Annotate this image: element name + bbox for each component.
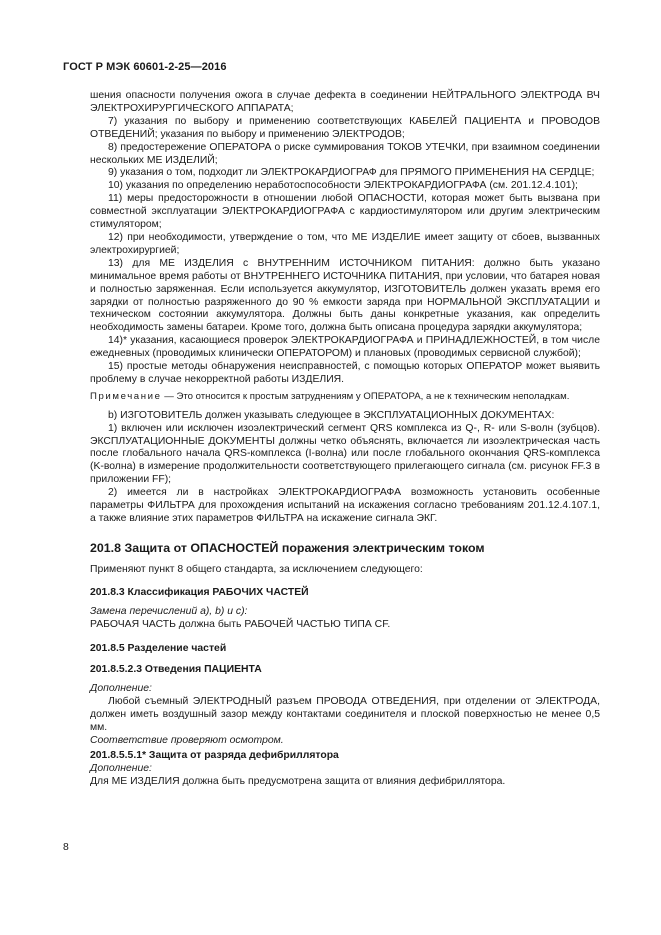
list-item-15: 15) простые методы обнаружения неисправностей, с помощью которых ОПЕРАТОР может выявить проблему в случае некорректной работы ИЗДЕЛИЯ. xyxy=(90,361,600,385)
list-item-11: 11) меры предосторожности в отношении любой ОПАСНОСТИ, которая может быть вызвана при совместной эксплуатации ЭЛЕКТРОКАРДИОГРАФА с кардиостимулятором или другим электрическим стимулятором; xyxy=(90,193,600,231)
note-text: — Это относится к простым затруднениям у ОПЕРАТОРА, а не к техническим неполадкам. xyxy=(161,390,570,402)
list-item-10: 10) указания по определению неработоспособности ЭЛЕКТРОКАРДИОГРАФА (см. 201.12.4.101); xyxy=(108,180,578,192)
note xyxy=(90,391,600,404)
section-heading-201-8: 201.8 Защита от ОПАСНОСТЕЙ поражения электрическим током xyxy=(90,540,485,555)
subsection-heading-201-8-3: 201.8.3 Классификация РАБОЧИХ ЧАСТЕЙ xyxy=(90,586,309,598)
note-label: Примечание xyxy=(90,390,162,402)
subsection-heading-201-8-5: 201.8.5 Разделение частей xyxy=(90,643,227,655)
item-b1: 1) включен или исключен изоэлектрический сегмент QRS комплекса из Q-, R- или S-волн (зубцов). ЭКСПЛУАТАЦИОННЫЕ ДОКУМЕНТЫ должны четко объяснять, включается ли изоэлектрическая часть после глобального начала QRS-комплекса (I-волна) или после глобального окончания QRS-комплекса (K-волна) в измерение продолжительности соответствующего прилегающего сигнала (см. рисунок FF.3 в приложении FF); xyxy=(90,422,600,486)
page-body xyxy=(90,90,600,789)
compliance-check: Соответствие проверяют осмотром. xyxy=(90,734,284,746)
classification-text: РАБОЧАЯ ЧАСТЬ должна быть РАБОЧЕЙ ЧАСТЬЮ ТИПА CF. xyxy=(90,618,391,630)
subsection-heading-201-8-5-2-3: 201.8.5.2.3 Отведения ПАЦИЕНТА xyxy=(90,664,262,676)
list-item-7: 7) указания по выбору и применению соответствующих КАБЕЛЕЙ ПАЦИЕНТА и ПРОВОДОВ ОТВЕДЕНИЙ; указания по выбору и применению ЭЛЕКТРОДОВ; xyxy=(90,115,600,140)
item-b2: 2) имеется ли в настройках ЭЛЕКТРОКАРДИОГРАФА возможность установить особенные параметры ФИЛЬТРА для прохождения испытаний на искажения согласно требованиям 201.12.4.107.1, а также влияние этих параметров ФИЛЬТРА на искажение сигнала ЭКГ. xyxy=(90,487,600,524)
paragraph-continuation: шения опасности получения ожога в случае дефекта в соединении НЕЙТРАЛЬНОГО ЭЛЕКТРОДА ВЧ ЭЛЕКТРОХИРУРГИЧЕСКОГО АППАРАТА; xyxy=(90,90,600,114)
section-intro: Применяют пункт 8 общего стандарта, за исключением следующего: xyxy=(90,563,423,575)
list-item-12: 12) при необходимости, утверждение о том, что МЕ ИЗДЕЛИЕ имеет защиту от сбоев, вызванных электрохирургией; xyxy=(90,231,600,256)
list-item-13: 13) для МЕ ИЗДЕЛИЯ с ВНУТРЕННИМ ИСТОЧНИКОМ ПИТАНИЯ: должно быть указано минимальное время работы от ВНУТРЕННЕГО ИСТОЧНИКА ПИТАНИЯ, при условии, что батарея новая и полностью заряженная. Если используется аккумулятор, ИЗГОТОВИТЕЛЬ должен указать время его зарядки от полностью разряженного до 90 % емкости заряда при НОРМАЛЬНОЙ ЭКСПЛУАТАЦИИ и техническом состоянии аккумулятора. Должны быть даны конкретные указания, как определить необходимость замены батареи. Кроме того, должна быть описана процедура зарядки аккумулятора; xyxy=(90,257,600,334)
list-item-14: 14)* указания, касающиеся проверок ЭЛЕКТРОКАРДИОГРАФА и ПРИНАДЛЕЖНОСТЕЙ, в том числе ежедневных (проводимых клинически ОПЕРАТОРОМ) и плановых (проводимых сервисной службой); xyxy=(90,335,600,360)
lead-connector-text: Любой съемный ЭЛЕКТРОДНЫЙ разъем ПРОВОДА ОТВЕДЕНИЯ, при отделении от ЭЛЕКТРОДА, должен иметь воздушный зазор между контактами соединителя и плоской поверхностью не менее 0,5 мм. xyxy=(90,696,600,733)
addition-label: Дополнение: xyxy=(90,683,152,695)
list-item-8: 8) предостережение ОПЕРАТОРА о риске суммирования ТОКОВ УТЕЧКИ, при взаимном соединении нескольких МЕ ИЗДЕЛИЙ; xyxy=(90,141,600,166)
list-item-9: 9) указания о том, подходит ли ЭЛЕКТРОКАРДИОГРАФ для ПРЯМОГО ПРИМЕНЕНИЯ НА СЕРДЦЕ; xyxy=(108,167,595,179)
addition-label-2: Дополнение: xyxy=(90,762,152,774)
page-number: 8 xyxy=(63,842,69,853)
item-b: b) ИЗГОТОВИТЕЛЬ должен указывать следующее в ЭКСПЛУАТАЦИОННЫХ ДОКУМЕНТАХ: xyxy=(108,409,555,421)
subsection-heading-201-8-5-5-1: 201.8.5.5.1* Защита от разряда дефибриллятора xyxy=(90,749,339,761)
defibrillator-text: Для МЕ ИЗДЕЛИЯ должна быть предусмотрена защита от влияния дефибриллятора. xyxy=(90,775,506,787)
replacement-label: Замена перечислений а), b) и с): xyxy=(90,605,248,617)
running-header: ГОСТ Р МЭК 60601-2-25—2016 xyxy=(63,61,227,73)
